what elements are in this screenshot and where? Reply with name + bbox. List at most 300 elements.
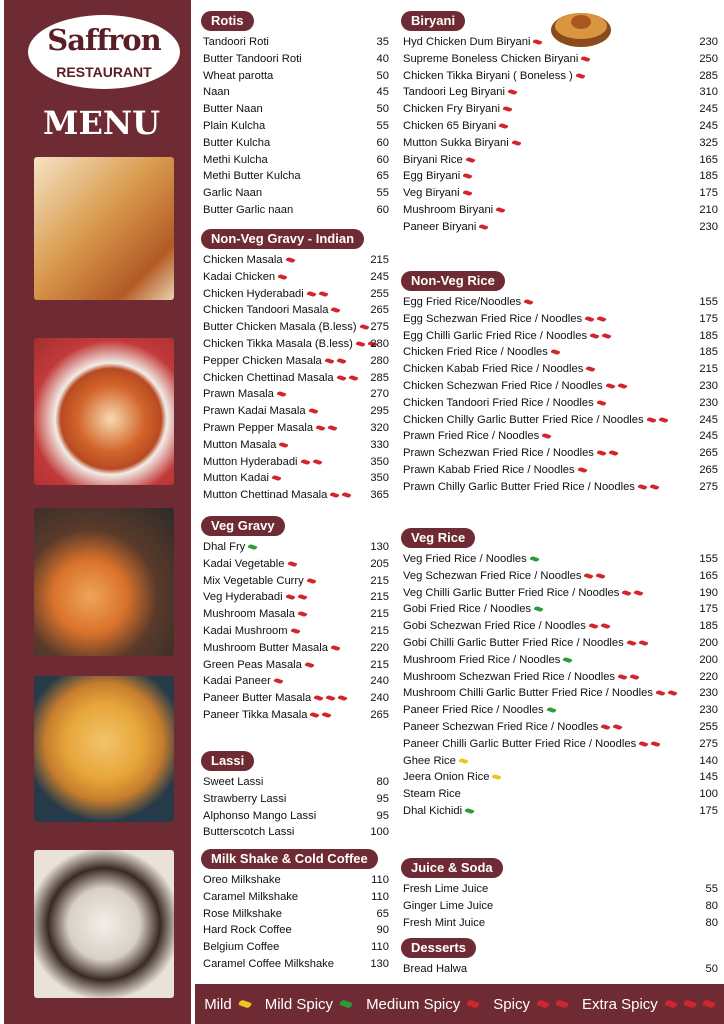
menu-item: [195, 152, 395, 169]
item-price: 40: [376, 52, 389, 65]
item-name-text: Mutton Sukka Biryani: [403, 136, 509, 149]
red-chili-icon: [575, 72, 585, 79]
menu-item: [395, 702, 724, 719]
menu-item: [395, 68, 724, 85]
green-chili-icon: [529, 556, 539, 563]
item-price: 325: [699, 136, 718, 149]
menu-item: [195, 606, 395, 623]
logo-subtitle: RESTAURANT: [56, 64, 152, 80]
legend-item: [366, 996, 479, 1013]
item-name: [203, 623, 300, 640]
item-name-text: Prawn Fried Rice / Noodles: [403, 430, 540, 443]
item-name: [403, 479, 659, 496]
item-name-text: Chicken Tikka Biryani ( Boneless ): [403, 69, 573, 82]
item-name: [203, 922, 292, 939]
red-chili-icon: [331, 644, 341, 651]
menu-item: [195, 707, 395, 724]
item-name: [403, 34, 542, 51]
red-chili-icon: [651, 740, 661, 747]
menu-item: [195, 302, 395, 319]
red-chili-icon: [590, 332, 600, 339]
menu-item: [195, 101, 395, 118]
menu-item: [195, 640, 395, 657]
red-chili-icon: [285, 257, 295, 264]
menu-item: [195, 774, 395, 791]
item-price: 215: [370, 574, 389, 587]
item-name-text: Gobi Schezwan Fried Rice / Noodles: [403, 620, 586, 633]
menu-item: [395, 915, 724, 932]
item-name: [203, 939, 279, 956]
item-name: [403, 51, 590, 68]
item-name: [203, 470, 281, 487]
menu-section: [195, 515, 395, 724]
red-chili-icon: [336, 374, 346, 381]
menu-section: [395, 857, 724, 931]
item-name-text: Mix Vegetable Curry: [203, 574, 304, 587]
item-name-text: Prawn Schezwan Fried Rice / Noodles: [403, 447, 594, 460]
legend-item: [265, 996, 352, 1013]
red-chili-icon: [702, 999, 715, 1009]
item-price: 245: [370, 270, 389, 283]
red-chili-icon: [596, 450, 606, 457]
item-price: 130: [370, 541, 389, 553]
item-price: 245: [699, 119, 718, 132]
item-name: [403, 961, 467, 978]
menu-item: [195, 84, 395, 101]
item-price: 165: [699, 153, 718, 166]
menu-item: [395, 753, 724, 770]
red-chili-icon: [555, 999, 568, 1009]
item-name-text: Prawn Pepper Masala: [203, 421, 314, 434]
item-name-text: Kadai Paneer: [203, 675, 271, 688]
item-price: 185: [699, 346, 718, 359]
menu-item: [195, 420, 395, 437]
red-chili-icon: [465, 156, 475, 163]
red-chili-icon: [585, 315, 595, 322]
item-name: [203, 437, 288, 454]
menu-item: [195, 470, 395, 487]
item-name-text: Egg Schezwan Fried Rice / Noodles: [403, 312, 583, 325]
item-name: [203, 774, 263, 791]
red-chili-icon: [524, 299, 534, 306]
menu-item: [395, 294, 724, 311]
item-name-text: Ginger Lime Juice: [403, 899, 494, 912]
red-chili-icon: [511, 139, 521, 146]
item-name: [203, 956, 334, 973]
item-name-text: Chicken Hyderabadi: [203, 287, 304, 300]
red-chili-icon: [668, 690, 678, 697]
menu-item: [395, 344, 724, 361]
red-chili-icon: [618, 673, 628, 680]
red-chili-icon: [496, 207, 506, 214]
item-price: 65: [376, 907, 389, 920]
red-chili-icon: [326, 695, 336, 702]
item-name-text: Caramel Milkshake: [203, 890, 299, 903]
item-name-text: Caramel Coffee Milkshake: [203, 957, 334, 970]
menu-item: [395, 786, 724, 803]
item-name: [403, 202, 505, 219]
item-price: 55: [705, 883, 718, 895]
red-chili-icon: [336, 357, 346, 364]
menu-item: [195, 185, 395, 202]
item-price: 215: [370, 608, 389, 621]
yellow-chili-icon: [238, 999, 251, 1009]
item-name: [203, 487, 351, 504]
menu-item: [395, 51, 724, 68]
item-name-text: Gobi Fried Rice / Noodles: [403, 603, 532, 616]
menu-item: [195, 319, 395, 336]
item-name: [403, 568, 605, 585]
item-price: 145: [699, 771, 718, 784]
item-name: [203, 353, 346, 370]
menu-item: [195, 487, 395, 504]
item-name-text: Paneer Butter Masala: [203, 692, 312, 705]
item-name: [403, 786, 461, 803]
item-price: 245: [699, 103, 718, 116]
item-name: [403, 585, 643, 602]
legend-item: [582, 996, 715, 1013]
menu-item: [395, 669, 724, 686]
menu-item: [395, 719, 724, 736]
legend-label: Spicy: [493, 995, 530, 1013]
legend-label: Mild Spicy: [264, 995, 334, 1013]
item-name-text: Prawn Kadai Masala: [203, 405, 306, 418]
item-price: 50: [705, 963, 718, 975]
item-name-text: Dhal Fry: [203, 541, 246, 553]
item-name-text: Kadai Vegetable: [203, 557, 285, 570]
menu-item: [195, 906, 395, 923]
item-price: 155: [699, 296, 718, 308]
item-name: [203, 185, 262, 202]
red-chili-icon: [355, 341, 365, 348]
item-price: 245: [699, 430, 718, 443]
menu-item: [395, 185, 724, 202]
red-chili-icon: [577, 467, 587, 474]
item-price: 220: [370, 641, 389, 654]
item-name: [203, 573, 316, 590]
red-chili-icon: [656, 690, 666, 697]
item-price: 200: [699, 636, 718, 649]
red-chili-icon: [630, 673, 640, 680]
item-name: [403, 84, 517, 101]
item-price: 190: [699, 586, 718, 599]
item-price: 350: [370, 455, 389, 468]
item-price: 140: [699, 754, 718, 767]
section-title: Biryani: [401, 11, 465, 31]
menu-item: [395, 311, 724, 328]
menu-item: [395, 462, 724, 479]
item-price: 265: [370, 708, 389, 721]
item-name-text: Methi Kulcha: [203, 153, 268, 166]
item-price: 245: [699, 413, 718, 426]
item-name: [203, 824, 294, 841]
menu-item: [195, 589, 395, 606]
item-name-text: Mutton Kadai: [203, 472, 269, 485]
item-price: 255: [699, 720, 718, 733]
red-chili-icon: [638, 640, 648, 647]
item-name: [403, 118, 508, 135]
section-title: Juice & Soda: [401, 858, 503, 878]
menu-item: [395, 685, 724, 702]
item-price: 215: [699, 363, 718, 376]
menu-item: [395, 428, 724, 445]
milkshake-photo: [34, 850, 174, 998]
item-price: 215: [370, 624, 389, 637]
red-chili-icon: [626, 640, 636, 647]
item-name: [203, 791, 286, 808]
item-price: 55: [376, 119, 389, 132]
item-name: [403, 185, 472, 202]
item-name: [203, 539, 257, 556]
menu-item: [395, 803, 724, 820]
sidebar: [4, 0, 191, 1024]
legend-label: Medium Spicy: [366, 995, 461, 1013]
red-chili-icon: [600, 623, 610, 630]
menu-item: [395, 168, 724, 185]
item-name-text: Supreme Boneless Chicken Biryani: [403, 52, 579, 65]
item-price: 255: [370, 287, 389, 300]
item-price: 230: [699, 220, 718, 233]
menu-section: [395, 527, 724, 820]
red-chili-icon: [617, 383, 627, 390]
item-name: [403, 702, 556, 719]
item-name-text: Bread Halwa: [403, 963, 468, 975]
red-chili-icon: [683, 999, 696, 1009]
menu-item: [195, 623, 395, 640]
item-name: [403, 168, 472, 185]
item-price: 80: [705, 916, 718, 929]
item-price: 100: [370, 826, 389, 839]
red-chili-icon: [272, 475, 282, 482]
item-name-text: Mushroom Butter Masala: [203, 641, 328, 654]
section-title: Lassi: [201, 751, 254, 771]
section-title: Desserts: [401, 938, 476, 958]
item-name-text: Chicken Tandoori Fried Rice / Noodles: [403, 396, 594, 409]
item-name-text: Chicken Fry Biryani: [403, 103, 500, 116]
red-chili-icon: [536, 999, 549, 1009]
red-chili-icon: [634, 589, 644, 596]
red-chili-icon: [314, 695, 324, 702]
item-name-text: Egg Biryani: [403, 170, 461, 183]
item-name: [203, 51, 302, 68]
item-name: [403, 428, 551, 445]
item-name: [403, 378, 627, 395]
red-chili-icon: [499, 123, 509, 130]
menu-item: [395, 568, 724, 585]
menu-item: [395, 881, 724, 898]
item-price: 185: [699, 170, 718, 183]
legend-label: Mild: [204, 995, 232, 1013]
menu-item: [395, 118, 724, 135]
red-chili-icon: [278, 273, 288, 280]
item-price: 330: [370, 438, 389, 451]
item-price: 230: [699, 379, 718, 392]
item-name-text: Paneer Biryani: [403, 220, 477, 233]
green-chili-icon: [546, 707, 556, 714]
item-name-text: Biryani Rice: [403, 153, 463, 166]
item-name-text: Paneer Fried Rice / Noodles: [403, 704, 544, 717]
legend-label: Extra Spicy: [581, 995, 658, 1013]
item-name-text: Tandoori Leg Biryani: [403, 86, 505, 99]
item-price: 65: [376, 170, 389, 183]
menu-item: [395, 769, 724, 786]
legend-item: [204, 996, 251, 1013]
menu-item: [395, 635, 724, 652]
item-price: 60: [376, 153, 389, 166]
item-name-text: Prawn Chilly Garlic Butter Fried Rice / Noodles: [403, 480, 635, 493]
item-name-text: Butter Naan: [203, 103, 263, 116]
item-price: 285: [699, 69, 718, 82]
item-name: [203, 118, 265, 135]
veg-curry-photo: [34, 508, 174, 656]
item-name: [403, 551, 539, 568]
green-chili-icon: [339, 999, 352, 1009]
menu-section: [195, 750, 395, 841]
menu-item: [195, 791, 395, 808]
item-price: 265: [699, 463, 718, 476]
item-name: [203, 269, 287, 286]
menu-item: [195, 269, 395, 286]
item-name: [203, 454, 322, 471]
item-name: [203, 690, 347, 707]
menu-item: [395, 135, 724, 152]
item-name-text: Dhal Kichidi: [403, 804, 463, 817]
item-name-text: Wheat parotta: [203, 69, 274, 82]
red-chili-icon: [588, 623, 598, 630]
item-name-text: Mushroom Fried Rice / Noodles: [403, 653, 561, 666]
item-name: [203, 152, 268, 169]
red-chili-icon: [503, 106, 513, 113]
menu-item: [395, 101, 724, 118]
menu-item: [195, 252, 395, 269]
item-price: 205: [370, 557, 389, 570]
menu-item: [195, 370, 395, 387]
red-chili-icon: [462, 190, 472, 197]
item-price: 285: [370, 371, 389, 384]
item-name: [403, 618, 610, 635]
item-name-text: Tandoori Roti: [203, 36, 269, 48]
item-name: [203, 68, 273, 85]
item-price: 60: [376, 203, 389, 216]
item-name: [403, 881, 488, 898]
item-price: 215: [370, 591, 389, 604]
red-chili-icon: [597, 315, 607, 322]
menu-item: [195, 336, 395, 353]
section-title: Non-Veg Rice: [401, 271, 505, 291]
red-chili-icon: [508, 89, 518, 96]
red-chili-icon: [550, 349, 560, 356]
menu-item: [195, 922, 395, 939]
menu-item: [195, 403, 395, 420]
item-name: [403, 898, 493, 915]
item-name: [203, 640, 340, 657]
biryani-dish-icon: [550, 6, 612, 50]
item-name-text: Butter Garlic naan: [203, 203, 294, 216]
red-chili-icon: [605, 383, 615, 390]
item-name-text: Steam Rice: [403, 788, 461, 801]
menu-item: [195, 168, 395, 185]
menu-item: [195, 454, 395, 471]
item-price: 215: [370, 254, 389, 266]
item-price: 275: [699, 480, 718, 493]
red-chili-icon: [649, 483, 659, 490]
menu-title: MENU: [43, 104, 160, 142]
red-chili-icon: [276, 391, 286, 398]
item-name: [403, 361, 595, 378]
item-name-text: Mutton Hyderabadi: [203, 455, 298, 468]
item-name-text: Mutton Chettinad Masala: [203, 489, 328, 502]
item-price: 175: [699, 187, 718, 200]
red-chili-icon: [664, 999, 677, 1009]
item-name: [203, 286, 328, 303]
item-name: [203, 101, 263, 118]
item-name: [403, 753, 468, 770]
red-chili-icon: [290, 628, 300, 635]
menu-item: [195, 34, 395, 51]
item-name: [203, 589, 307, 606]
item-price: 350: [370, 472, 389, 485]
item-price: 35: [376, 36, 389, 48]
red-chili-icon: [639, 740, 649, 747]
item-name: [403, 219, 488, 236]
item-name-text: Prawn Kabab Fried Rice / Noodles: [403, 463, 575, 476]
red-chili-icon: [348, 374, 358, 381]
item-name: [203, 84, 230, 101]
item-price: 240: [370, 692, 389, 705]
red-chili-icon: [359, 324, 369, 331]
item-name: [203, 906, 282, 923]
item-name: [203, 386, 286, 403]
red-chili-icon: [479, 223, 489, 230]
red-chili-icon: [306, 577, 316, 584]
item-name-text: Pepper Chicken Masala: [203, 354, 322, 367]
section-title: Milk Shake & Cold Coffee: [201, 849, 378, 869]
item-name: [203, 319, 369, 336]
item-price: 270: [370, 388, 389, 401]
item-name-text: Chicken 65 Biryani: [403, 119, 497, 132]
red-chili-icon: [586, 366, 596, 373]
menu-section: [395, 270, 724, 496]
item-name-text: Strawberry Lassi: [203, 792, 287, 805]
red-chili-icon: [601, 724, 611, 731]
red-chili-icon: [658, 416, 668, 423]
item-name: [203, 673, 283, 690]
item-price: 175: [699, 804, 718, 817]
menu-item: [395, 202, 724, 219]
item-price: 230: [699, 687, 718, 700]
item-name-text: Chicken Schezwan Fried Rice / Noodles: [403, 379, 603, 392]
item-name-text: Mutton Masala: [203, 438, 277, 451]
item-name-text: Fresh Mint Juice: [403, 916, 486, 929]
item-name: [403, 601, 543, 618]
menu-item: [195, 68, 395, 85]
green-chili-icon: [465, 808, 475, 815]
item-name-text: Mushroom Masala: [203, 608, 296, 621]
item-name-text: Chicken Chilly Garlic Butter Fried Rice / Noodles: [403, 413, 644, 426]
red-chili-icon: [342, 492, 352, 499]
legend-item: [493, 996, 568, 1013]
item-name: [203, 872, 281, 889]
red-chili-icon: [608, 450, 618, 457]
menu-item: [395, 328, 724, 345]
item-name-text: Ghee Rice: [403, 754, 456, 767]
red-chili-icon: [316, 425, 326, 432]
item-name-text: Chicken Tikka Masala (B.less): [203, 337, 353, 350]
menu-item: [395, 378, 724, 395]
menu-item: [395, 219, 724, 236]
menu-section: [195, 848, 395, 973]
item-price: 280: [370, 354, 389, 367]
